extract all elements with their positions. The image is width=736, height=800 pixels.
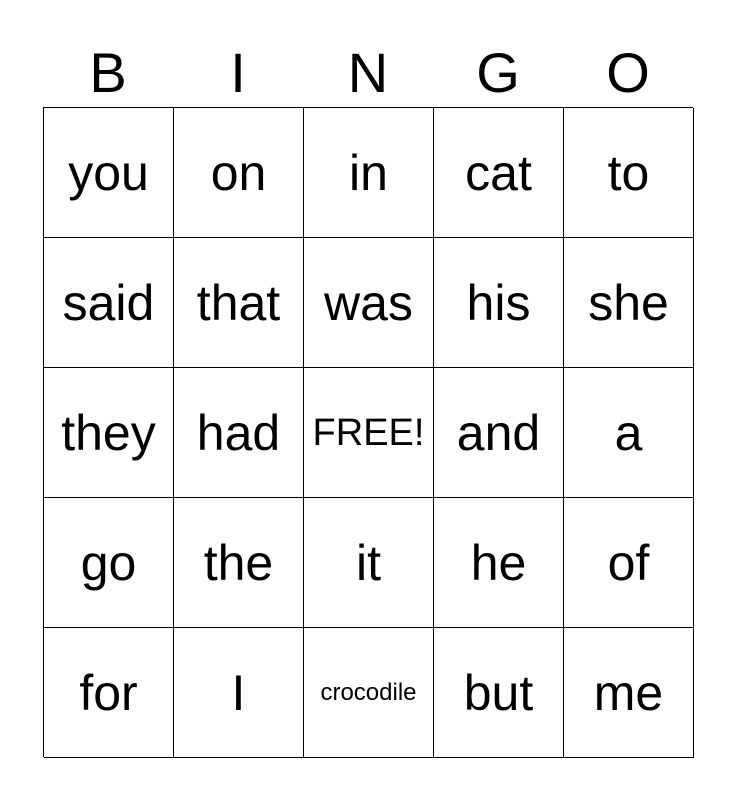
bingo-cell[interactable]: in (304, 108, 434, 238)
bingo-cell[interactable]: on (174, 108, 304, 238)
bingo-header (43, 40, 693, 106)
bingo-cell[interactable]: the (174, 498, 304, 628)
bingo-cell[interactable]: was (304, 238, 434, 368)
bingo-cell[interactable]: said (44, 238, 174, 368)
bingo-cell[interactable]: a (564, 368, 694, 498)
bingo-cell[interactable]: that (174, 238, 304, 368)
bingo-board (43, 107, 693, 757)
bingo-cell[interactable]: you (44, 108, 174, 238)
bingo-cell[interactable]: it (304, 498, 434, 628)
bingo-cell[interactable]: had (174, 368, 304, 498)
header-letter-g: G (476, 41, 520, 104)
bingo-cell[interactable]: me (564, 628, 694, 758)
bingo-cell[interactable]: they (44, 368, 174, 498)
bingo-cell[interactable]: she (564, 238, 694, 368)
bingo-cell[interactable]: crocodile (304, 628, 434, 758)
bingo-cell[interactable]: for (44, 628, 174, 758)
bingo-cell[interactable]: he (434, 498, 564, 628)
free-space-cell[interactable]: FREE! (304, 368, 434, 498)
header-letter-o: O (606, 41, 650, 104)
bingo-cell[interactable]: go (44, 498, 174, 628)
header-letter-b: B (89, 41, 127, 104)
bingo-cell[interactable]: of (564, 498, 694, 628)
header-letter-n: N (347, 41, 389, 104)
bingo-cell[interactable]: and (434, 368, 564, 498)
bingo-cell[interactable]: I (174, 628, 304, 758)
bingo-cell[interactable]: cat (434, 108, 564, 238)
bingo-cell[interactable]: his (434, 238, 564, 368)
header-letter-i: I (230, 41, 246, 104)
bingo-cell[interactable]: to (564, 108, 694, 238)
bingo-cell[interactable]: but (434, 628, 564, 758)
